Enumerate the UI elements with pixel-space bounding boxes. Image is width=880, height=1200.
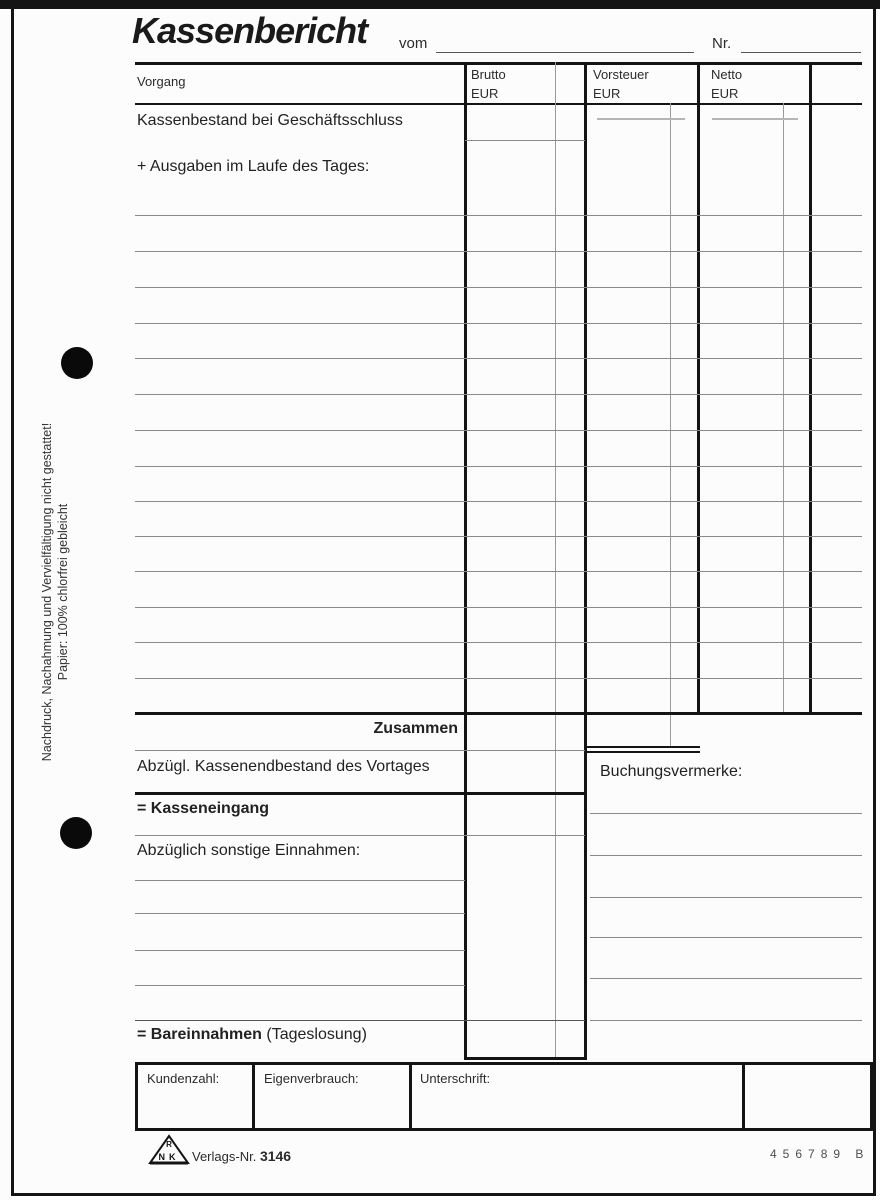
- col-header-vorsteuer-eur: EUR: [593, 86, 621, 101]
- entry-rule-line: [135, 466, 862, 467]
- rnk-logo-icon: [148, 1134, 190, 1166]
- entry-rule-line: [135, 678, 862, 679]
- col-line-vorsteuer-right: [697, 62, 700, 714]
- entry-rule-line: [135, 394, 862, 395]
- buchungsvermerke-label: Buchungsvermerke:: [600, 763, 743, 780]
- brutto-column-bottom-rule: [464, 1057, 587, 1060]
- buchungsvermerke-rule-line: [590, 855, 862, 856]
- publisher-label: Verlags-Nr.: [192, 1149, 257, 1164]
- col-line-netto-cents: [783, 103, 784, 714]
- einnahmen-rule-line: [135, 950, 465, 951]
- page-bottom-border: [11, 1193, 876, 1196]
- stamp-box[interactable]: [745, 1065, 870, 1128]
- entry-rule-line: [135, 215, 862, 216]
- eigenverbrauch-box[interactable]: Eigenverbrauch:: [264, 1071, 359, 1086]
- entry-rule-line: [135, 571, 862, 572]
- page-left-border: [11, 0, 14, 1196]
- netto-blocked-mark: [712, 118, 798, 120]
- table-top-rule: [135, 62, 862, 65]
- col-line-brutto-right: [584, 62, 587, 1060]
- col-line-vorsteuer-cents: [670, 103, 671, 748]
- row-label-bareinnahmen: [137, 1026, 367, 1044]
- vorsteuer-blocked-mark: [597, 118, 685, 120]
- date-label: vom: [399, 35, 428, 52]
- entry-rule-line: [135, 323, 862, 324]
- bottom-box-divider-1: [252, 1062, 255, 1131]
- buchungsvermerke-rule-line: [590, 897, 862, 898]
- entry-rule-line: [135, 251, 862, 252]
- form-title: Kassenbericht: [132, 10, 368, 51]
- row-label-abzuegl-vortag: Abzügl. Kassenendbestand des Vortages: [137, 758, 430, 775]
- bareinnahmen-suffix: (Tageslosung): [266, 1026, 367, 1043]
- col-line-brutto-left: [464, 62, 467, 1060]
- entry-rule-line: [135, 501, 862, 502]
- kasseneingang-bottom-rule: [135, 835, 585, 836]
- col-header-vorsteuer: Vorsteuer: [593, 67, 649, 82]
- unterschrift-box[interactable]: Unterschrift:: [420, 1071, 491, 1086]
- publisher-number: 3146: [259, 1148, 292, 1164]
- einnahmen-rule-line: [135, 913, 465, 914]
- vorsteuer-total-rule-1: [587, 746, 700, 748]
- table-header-bottom-rule: [135, 103, 862, 105]
- side-note-line1: Nachdruck, Nachahmung und Vervielfältigung nicht gestattet!: [40, 422, 54, 762]
- page-right-border: [873, 9, 876, 1196]
- row-label-sonstige-einnahmen: Abzüglich sonstige Einnahmen:: [137, 842, 361, 859]
- col-header-netto: Netto: [711, 67, 743, 82]
- publisher-line: [192, 1148, 291, 1164]
- bottom-box-divider-2: [409, 1062, 412, 1131]
- buchungsvermerke-rule-line: [590, 937, 862, 938]
- page-top-bar: [0, 0, 880, 9]
- kasseneingang-top-rule: [135, 792, 585, 795]
- date-fill-line[interactable]: [436, 52, 694, 53]
- entry-rule-line: [135, 642, 862, 643]
- entry-rule-line: [135, 607, 862, 608]
- totals-separator-rule: [135, 712, 862, 715]
- col-line-brutto-cents: [555, 62, 556, 1058]
- row-label-zusammen: Zusammen: [373, 720, 458, 737]
- einnahmen-rule-line: [135, 985, 465, 986]
- entry-rule-line: [135, 287, 862, 288]
- number-label: Nr.: [712, 35, 732, 52]
- entry-rule-line: [135, 430, 862, 431]
- number-fill-line[interactable]: [741, 52, 861, 53]
- zusammen-bottom-rule: [135, 750, 585, 751]
- entry-rule-line: [135, 358, 862, 359]
- einnahmen-rule-line: [135, 880, 465, 881]
- side-note: [39, 367, 75, 817]
- punch-hole-bottom: [60, 817, 92, 849]
- kundenzahl-box[interactable]: Kundenzahl:: [147, 1071, 220, 1086]
- logo-top-letter: R: [166, 1140, 172, 1149]
- brutto-kassenbestand-cell-line: [465, 140, 585, 141]
- serial-number: 456789 B: [770, 1147, 870, 1161]
- entry-rule-line: [135, 536, 862, 537]
- bareinnahmen-top-rule: [135, 1020, 585, 1021]
- col-header-brutto-eur: EUR: [471, 86, 499, 101]
- col-header-netto-eur: EUR: [711, 86, 739, 101]
- col-header-brutto: Brutto: [471, 67, 506, 82]
- row-label-kasseneingang: = Kasseneingang: [137, 800, 270, 817]
- buchungsvermerke-rule-line: [590, 978, 862, 979]
- bareinnahmen-main: = Bareinnahmen: [137, 1026, 262, 1043]
- col-header-vorgang: Vorgang: [137, 74, 186, 89]
- row-label-kassenbestand: Kassenbestand bei Geschäftsschluss: [137, 112, 403, 129]
- buchungsvermerke-rule-line: [590, 1020, 862, 1021]
- buchungsvermerke-rule-line: [590, 813, 862, 814]
- vorsteuer-total-rule-2: [587, 751, 700, 753]
- logo-bottom-letters: NK: [158, 1152, 180, 1162]
- row-label-ausgaben: + Ausgaben im Laufe des Tages:: [137, 158, 370, 175]
- side-note-line2: Papier: 100% chlorfrei gebleicht: [56, 503, 70, 681]
- col-line-netto-right: [809, 62, 812, 714]
